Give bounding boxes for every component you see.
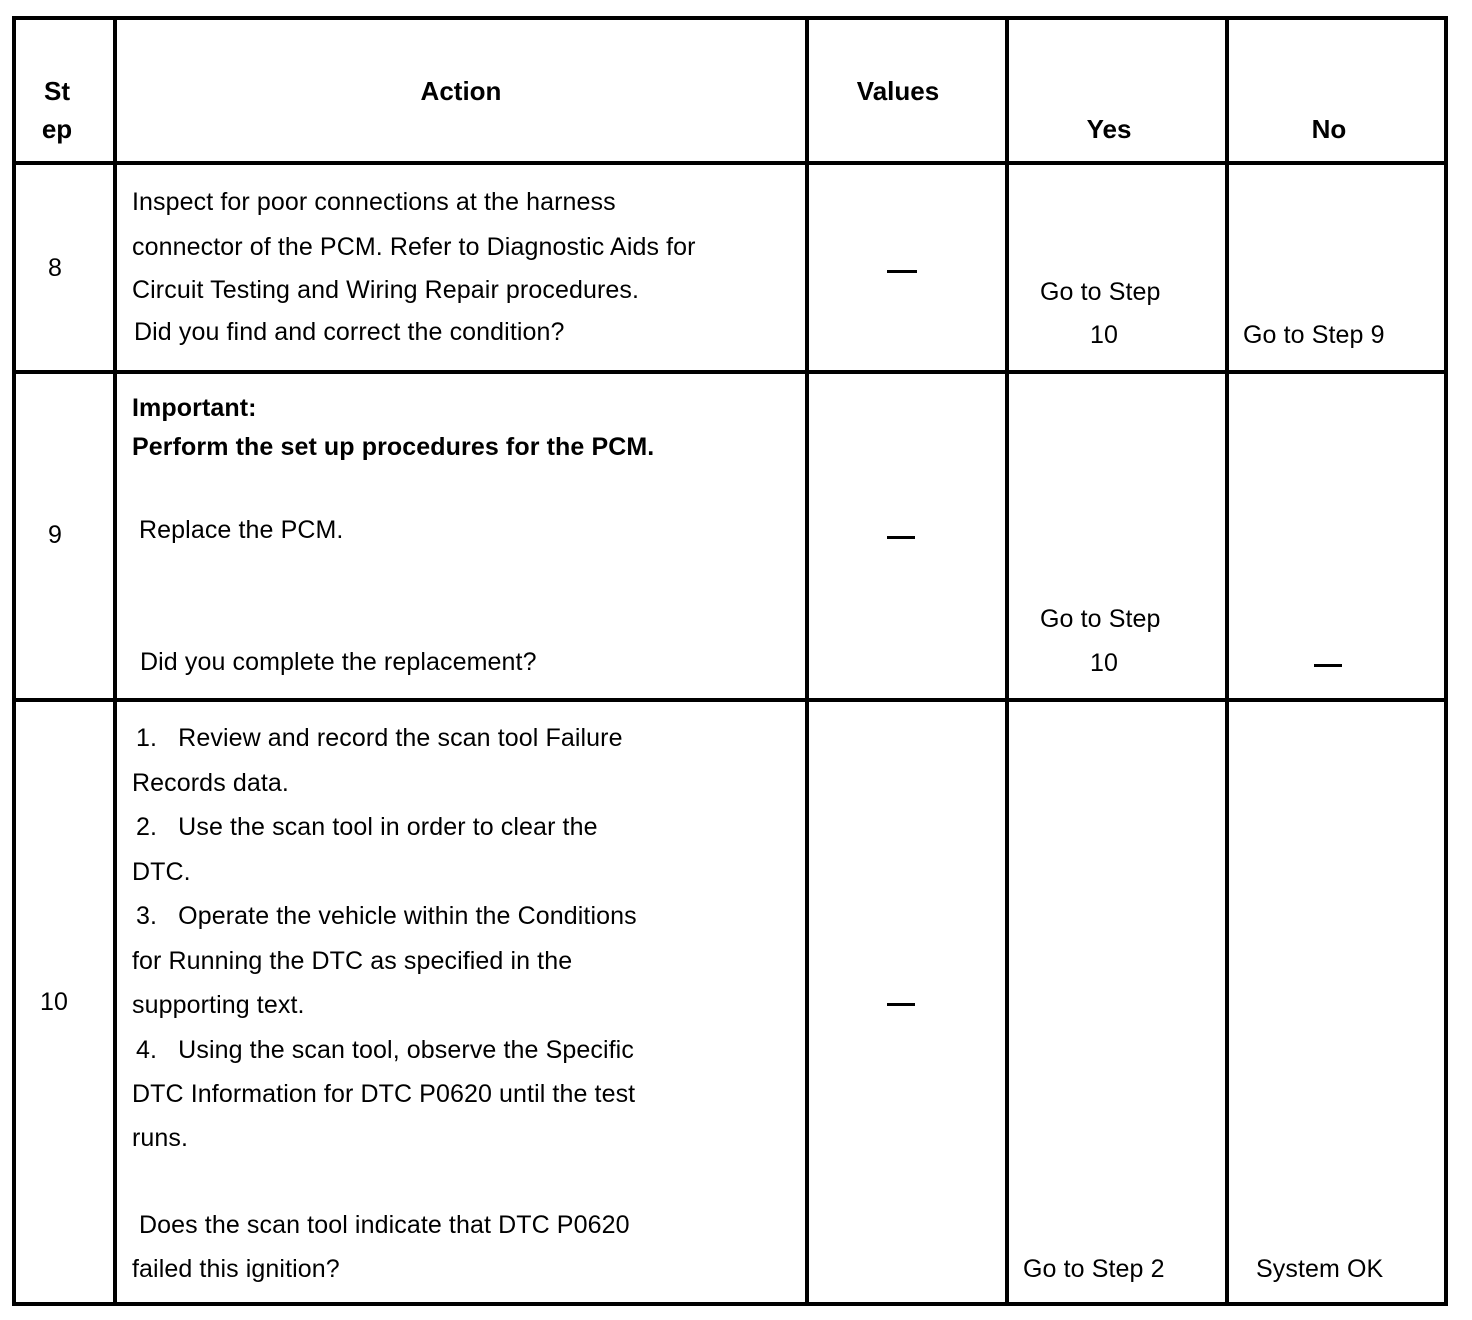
action-line: 2. Use the scan tool in order to clear the [136, 813, 598, 841]
important-label: Important: [132, 394, 257, 422]
header-values: Values [856, 76, 940, 106]
action-line: 1. Review and record the scan tool Failure [136, 724, 623, 752]
yes-outcome-line1: Go to Step [1040, 605, 1161, 633]
action-question: Did you complete the replacement? [140, 648, 537, 676]
values-dash [887, 536, 915, 539]
no-outcome: System OK [1256, 1255, 1384, 1283]
action-question: Does the scan tool indicate that DTC P0620 [139, 1211, 630, 1239]
yes-outcome-line2: 10 [1090, 649, 1119, 677]
header-action: Action [420, 76, 502, 106]
step-number: 9 [48, 521, 63, 549]
yes-outcome: Go to Step 2 [1023, 1255, 1165, 1283]
step-number: 10 [40, 988, 69, 1016]
column-divider [113, 16, 117, 1306]
action-line: Records data. [132, 769, 289, 797]
table-border-left [12, 16, 16, 1306]
header-yes: Yes [1086, 114, 1132, 144]
step-number: 8 [48, 254, 63, 282]
table-border-bottom [12, 1302, 1448, 1306]
column-divider [1005, 16, 1009, 1306]
action-line: for Running the DTC as specified in the [132, 947, 573, 975]
action-line: Replace the PCM. [139, 516, 344, 544]
header-step [36, 72, 78, 148]
header-no: No [1311, 114, 1347, 144]
action-line: connector of the PCM. Refer to Diagnostic Aids for [132, 233, 696, 261]
action-line: runs. [132, 1124, 189, 1152]
action-question: failed this ignition? [132, 1255, 340, 1283]
column-divider [1225, 16, 1229, 1306]
diagnostic-table [12, 16, 1448, 1306]
table-border-right [1444, 16, 1448, 1306]
yes-outcome-line2: 10 [1090, 321, 1119, 349]
table-border-top [12, 16, 1448, 20]
action-line: 3. Operate the vehicle within the Conditions [136, 902, 637, 930]
row-divider [12, 370, 1448, 374]
action-line: 4. Using the scan tool, observe the Specific [136, 1036, 634, 1064]
row-divider [12, 698, 1448, 702]
values-dash [887, 1003, 915, 1006]
no-dash [1314, 664, 1342, 667]
action-line: DTC. [132, 858, 191, 886]
column-divider [805, 16, 809, 1306]
header-step-line2: ep [41, 114, 73, 144]
yes-outcome-line1: Go to Step [1040, 278, 1161, 306]
values-dash [887, 270, 917, 273]
important-text: Perform the set up procedures for the PCM. [132, 433, 655, 461]
action-line: Inspect for poor connections at the harness [132, 188, 616, 216]
no-outcome: Go to Step 9 [1243, 321, 1385, 349]
row-divider [12, 161, 1448, 165]
action-question: Did you find and correct the condition? [134, 318, 565, 346]
action-line: DTC Information for DTC P0620 until the test [132, 1080, 636, 1108]
header-step-line1: St [44, 76, 70, 106]
action-line: Circuit Testing and Wiring Repair procedures. [132, 276, 640, 304]
action-line: supporting text. [132, 991, 305, 1019]
